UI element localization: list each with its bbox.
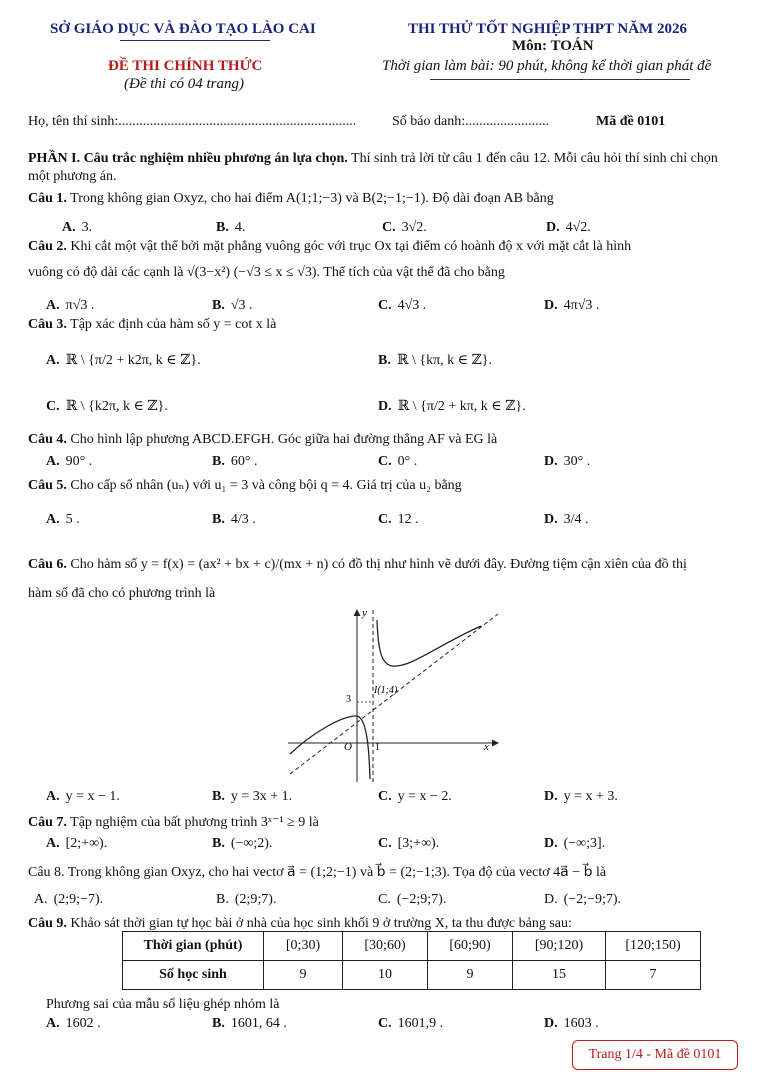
q3-option-c [46, 398, 168, 416]
question-9-after: Phương sai của mẫu số liệu ghép nhóm là [46, 997, 280, 1012]
option-key: B. [212, 1016, 225, 1031]
option-key: C. [382, 220, 396, 235]
q6-option-b [212, 788, 292, 806]
table-cell: 10 [343, 961, 428, 990]
page-footer: Trang 1/4 - Mã đề 0101 [572, 1040, 738, 1070]
table-row [123, 961, 701, 990]
part1-desc: Thí sinh trả lời từ câu 1 đến câu 12. Mỗi câu hỏi thí sinh chỉ chọn một phương án. [28, 151, 718, 184]
option-key: D. [544, 512, 558, 527]
option-value: √3 . [230, 298, 253, 313]
option-value: y = 3x + 1. [230, 789, 293, 804]
option-key: A. [46, 512, 60, 527]
x-tick-label: 1 [375, 742, 380, 753]
exam-title: THI THỬ TỐT NGHIỆP THPT NĂM 2026 [408, 21, 687, 37]
q2-option-b [212, 297, 253, 315]
option-value: 5 . [65, 512, 80, 527]
option-value: y = x + 3. [563, 789, 618, 804]
q5-option-b [212, 511, 256, 529]
option-key: C. [378, 512, 392, 527]
curve-left-branch [290, 716, 370, 779]
question-label: Câu 5. [28, 478, 67, 493]
curve-right-branch [377, 620, 481, 666]
question-label: Câu 6. [28, 557, 67, 572]
option-value: 1603 . [563, 1016, 599, 1031]
frequency-table [122, 931, 701, 990]
question-text: Cho hàm số y = f(x) = (ax² + bx + c)/(mx + n) có đồ thị như hình vẽ dưới đây. Đường tiệm cận xiên của đồ thị [66, 557, 687, 572]
q9-option-c [378, 1015, 443, 1033]
q1-option-d [546, 219, 591, 237]
option-value: [3;+∞). [397, 836, 440, 851]
exam-code: Mã đề 0101 [596, 114, 666, 129]
option-key: D. [544, 454, 558, 469]
option-key: D. [544, 789, 558, 804]
option-value: (2;9;7). [234, 892, 277, 907]
option-key: A. [46, 1016, 60, 1031]
time-note: Thời gian làm bài: 90 phút, không kể thời gian phát đề [382, 58, 712, 74]
option-value: 3√2. [401, 220, 427, 235]
table-cell: [90;120) [513, 932, 606, 961]
q3-option-a [46, 352, 201, 370]
question-2-cont: vuông có độ dài các cạnh là √(3−x²) (−√3 ≤ x ≤ √3). Thể tích của vật thể đã cho bằng [28, 265, 505, 280]
y-axis-label: y [362, 607, 367, 619]
option-value: 4/3 . [230, 512, 256, 527]
option-value: y = x − 2. [397, 789, 452, 804]
option-key: D. [544, 1016, 558, 1031]
option-value: 0° . [397, 454, 418, 469]
question-3 [28, 316, 740, 334]
q2-option-a [46, 297, 94, 315]
option-value: ℝ \ {kπ, k ∈ ℤ}. [396, 353, 492, 368]
option-value: ℝ \ {k2π, k ∈ ℤ}. [65, 399, 168, 414]
subject: Môn: TOÁN [512, 38, 594, 54]
question-text: Tập nghiệm của bất phương trình 3ˣ⁻¹ ≥ 9 là [66, 815, 319, 830]
option-value: y = x − 1. [65, 789, 120, 804]
origin-label: O [344, 741, 352, 753]
table-cell: [0;30) [264, 932, 343, 961]
option-key: A. [46, 353, 60, 368]
q7-option-d [544, 835, 605, 853]
point-label: I(1;4) [374, 685, 398, 696]
option-key: B. [212, 836, 225, 851]
official-label: ĐỀ THI CHÍNH THỨC [108, 58, 263, 74]
candidate-id-field: Số báo danh:........................ [392, 114, 550, 129]
question-4 [28, 431, 740, 449]
q8-option-a [34, 891, 103, 909]
q6-option-a [46, 788, 120, 806]
option-key: D. [546, 220, 560, 235]
q8-option-d [544, 891, 621, 909]
part1-intro [28, 150, 740, 186]
option-key: A. [46, 789, 60, 804]
option-key: B. [216, 220, 229, 235]
q1-option-c [382, 219, 427, 237]
table-row [123, 932, 701, 961]
option-value: [2;+∞). [65, 836, 108, 851]
option-key: D. [544, 892, 558, 907]
option-value: ℝ \ {π/2 + kπ, k ∈ ℤ}. [397, 399, 526, 414]
q4-option-b [212, 453, 257, 471]
part1-title: PHẦN I. Câu trắc nghiệm nhiều phương án lựa chọn. [28, 151, 348, 166]
option-value: 3/4 . [563, 512, 589, 527]
option-key: B. [216, 892, 229, 907]
option-key: A. [46, 298, 60, 313]
q4-option-a [46, 453, 92, 471]
question-label: Câu 4. [28, 432, 67, 447]
option-value: 4. [234, 220, 246, 235]
option-value: 1601,9 . [397, 1016, 444, 1031]
q7-option-b [212, 835, 272, 853]
option-value: π√3 . [65, 298, 95, 313]
option-key: C. [378, 454, 392, 469]
q8-option-b [216, 891, 276, 909]
q1-option-a [62, 219, 92, 237]
question-7 [28, 814, 740, 832]
q4-option-c [378, 453, 417, 471]
q2-option-d [544, 297, 599, 315]
table-cell: 9 [428, 961, 513, 990]
pages-note: (Đề thi có 04 trang) [124, 76, 244, 92]
question-text: Cho hình lập phương ABCD.EFGH. Góc giữa hai đường thẳng AF và EG là [66, 432, 498, 447]
option-key: B. [212, 789, 225, 804]
question-text: Khảo sát thời gian tự học bài ở nhà của học sinh khối 9 ở trường X, ta thu được bảng sau: [66, 916, 572, 931]
question-8 [28, 864, 740, 882]
option-key: D. [378, 399, 392, 414]
option-key: B. [212, 512, 225, 527]
option-key: C. [46, 399, 60, 414]
question-label: Câu 7. [28, 815, 67, 830]
option-value: 4π√3 . [563, 298, 600, 313]
option-value: (−2;9;7). [396, 892, 447, 907]
q7-option-a [46, 835, 107, 853]
x-axis-label: x [484, 741, 489, 753]
q1-option-b [216, 219, 245, 237]
q7-option-c [378, 835, 439, 853]
q5-option-a [46, 511, 80, 529]
q5-option-c [378, 511, 419, 529]
q6-option-d [544, 788, 618, 806]
question-label: Câu 2. [28, 239, 67, 254]
question-6-cont: hàm số đã cho có phương trình là [28, 586, 216, 601]
question-label: Câu 3. [28, 317, 67, 332]
option-key: D. [544, 298, 558, 313]
question-label: Câu 8. [28, 865, 65, 880]
table-cell: [120;150) [606, 932, 701, 961]
q3-option-b [378, 352, 492, 370]
option-key: C. [378, 836, 392, 851]
q3-option-d [378, 398, 526, 416]
question-5 [28, 477, 740, 495]
q9-option-a [46, 1015, 101, 1033]
question-text: Trong không gian Oxyz, cho hai điểm A(1;1;−3) và B(2;−1;−1). Độ dài đoạn AB bằng [66, 191, 554, 206]
option-key: C. [378, 892, 391, 907]
option-value: 90° . [65, 454, 93, 469]
table-cell: 7 [606, 961, 701, 990]
option-key: B. [212, 454, 225, 469]
table-cell: Thời gian (phút) [123, 932, 264, 961]
option-value: (−∞;2). [230, 836, 273, 851]
option-key: A. [62, 220, 76, 235]
question-text: Trong không gian Oxyz, cho hai vectơ a⃗ = (1;2;−1) và b⃗ = (2;−1;3). Tọa độ của vectơ 4a⃗ − b⃗ là [64, 865, 607, 880]
question-6 [28, 556, 740, 574]
option-value: (2;9;−7). [53, 892, 104, 907]
option-value: 1602 . [65, 1016, 101, 1031]
option-value: 4√2. [565, 220, 591, 235]
q6-option-c [378, 788, 452, 806]
table-cell: 9 [264, 961, 343, 990]
function-graph [286, 604, 508, 784]
question-2 [28, 238, 740, 256]
option-value: 12 . [397, 512, 419, 527]
q2-option-c [378, 297, 426, 315]
option-key: A. [46, 836, 60, 851]
question-text: Khi cắt một vật thể bởi mặt phẳng vuông góc với trục Ox tại điểm có hoành độ x với mặt cắt là hình [66, 239, 632, 254]
q8-option-c [378, 891, 446, 909]
option-value: (−2;−9;7). [563, 892, 622, 907]
option-key: D. [544, 836, 558, 851]
option-key: C. [378, 1016, 392, 1031]
option-value: ℝ \ {π/2 + k2π, k ∈ ℤ}. [65, 353, 201, 368]
q9-option-b [212, 1015, 287, 1033]
candidate-name-field: Họ, tên thí sinh:.................................................................... [28, 114, 357, 129]
department-name: SỞ GIÁO DỤC VÀ ĐÀO TẠO LÀO CAI [50, 21, 316, 37]
option-key: A. [34, 892, 48, 907]
option-key: B. [378, 353, 391, 368]
table-cell: [30;60) [343, 932, 428, 961]
table-cell: [60;90) [428, 932, 513, 961]
question-text: Tập xác định của hàm số y = cot x là [66, 317, 277, 332]
department-underline [120, 40, 270, 41]
question-label: Câu 1. [28, 191, 67, 206]
option-value: (−∞;3]. [563, 836, 606, 851]
option-key: C. [378, 298, 392, 313]
option-value: 30° . [563, 454, 591, 469]
option-key: B. [212, 298, 225, 313]
question-1 [28, 190, 740, 208]
question-text: Cho cấp số nhân (uₙ) với u₁ = 3 và công bội q = 4. Giá trị của u₂ bằng [66, 478, 462, 493]
option-value: 4√3 . [397, 298, 427, 313]
table-cell: 15 [513, 961, 606, 990]
option-value: 3. [81, 220, 93, 235]
question-label: Câu 9. [28, 916, 67, 931]
table-cell: Số học sinh [123, 961, 264, 990]
q4-option-d [544, 453, 590, 471]
option-key: A. [46, 454, 60, 469]
time-underline [430, 79, 690, 80]
option-value: 1601, 64 . [230, 1016, 287, 1031]
option-key: C. [378, 789, 392, 804]
q5-option-d [544, 511, 589, 529]
y-tick-label: 3 [346, 694, 351, 705]
option-value: 60° . [230, 454, 258, 469]
q9-option-d [544, 1015, 599, 1033]
